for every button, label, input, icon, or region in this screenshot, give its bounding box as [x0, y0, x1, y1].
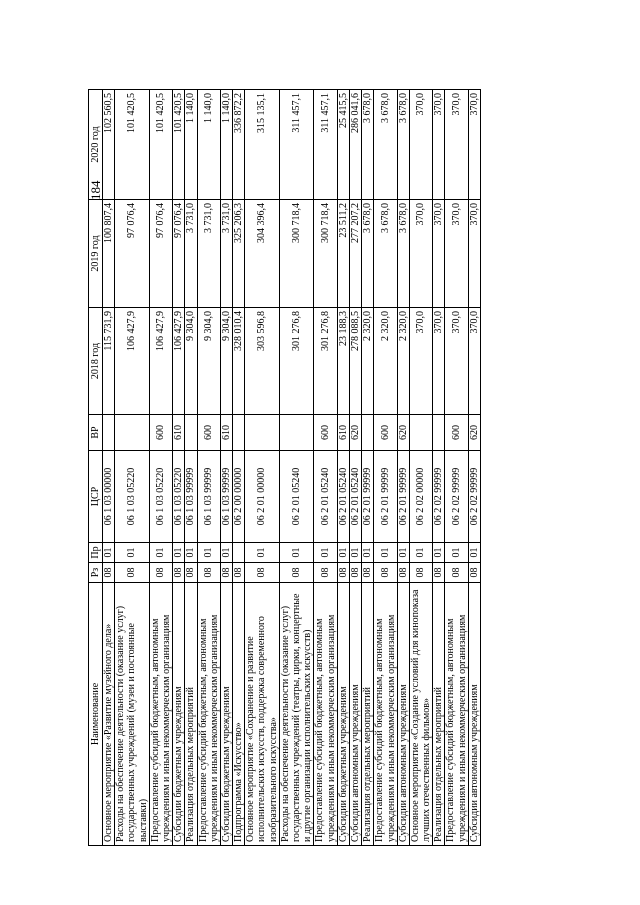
cell-rz: 08: [409, 563, 432, 583]
cell-pr: 01: [468, 543, 480, 563]
cell-y2018: 115 731,9: [103, 308, 115, 415]
table-row: [374, 90, 397, 846]
cell-y2018: 303 596,8: [245, 308, 280, 415]
cell-rz: 08: [220, 563, 232, 583]
cell-y2020: 336 872,2: [233, 90, 245, 200]
table-row: [173, 90, 185, 846]
header-2019: 2019 год: [89, 200, 103, 308]
cell-name: Основное мероприятие «Развитие музейного дела»: [103, 583, 115, 846]
cell-y2018: 370,0: [468, 308, 480, 415]
cell-y2019: 3 731,0: [197, 200, 220, 308]
cell-pr: 01: [409, 543, 432, 563]
cell-vr: 620: [349, 415, 361, 451]
cell-name: Реализация отдельных мероприятий: [433, 583, 445, 846]
cell-csr: 06 2 01 99999: [397, 451, 409, 543]
cell-name: Основное мероприятие «Сохранение и развитие исполнительских искусств, поддержка современного изобразительного искусства»: [245, 583, 280, 846]
cell-name: Реализация отдельных мероприятий: [185, 583, 197, 846]
cell-name: Предоставление субсидий бюджетным, автономным учреждениям и иным некоммерческим организациям: [149, 583, 172, 846]
header-csr: ЦСР: [89, 451, 103, 543]
cell-y2020: 370,0: [468, 90, 480, 200]
header-name: Наименование: [89, 583, 103, 846]
cell-y2020: 315 135,1: [245, 90, 280, 200]
cell-y2020: 101 420,5: [173, 90, 185, 200]
cell-pr: 01: [445, 543, 468, 563]
cell-rz: 08: [314, 563, 337, 583]
cell-y2019: 3 678,0: [397, 200, 409, 308]
cell-y2019: 97 076,4: [149, 200, 172, 308]
cell-pr: 01: [362, 543, 374, 563]
cell-y2019: 97 076,4: [173, 200, 185, 308]
cell-csr: 06 2 01 05240: [314, 451, 337, 543]
cell-y2018: 370,0: [445, 308, 468, 415]
cell-csr: 06 2 01 99999: [362, 451, 374, 543]
cell-csr: 06 2 02 99999: [433, 451, 445, 543]
cell-pr: 01: [220, 543, 232, 563]
table-row: [397, 90, 409, 846]
cell-name: Подпрограмма «Искусство»: [233, 583, 245, 846]
rotated-table-wrapper: [88, 90, 563, 846]
header-vr: ВР: [89, 415, 103, 451]
cell-csr: 06 1 03 99999: [185, 451, 197, 543]
cell-y2020: 370,0: [433, 90, 445, 200]
cell-csr: 06 2 01 05240: [349, 451, 361, 543]
cell-csr: 06 1 03 05220: [149, 451, 172, 543]
cell-y2020: 3 678,0: [374, 90, 397, 200]
cell-vr: 600: [445, 415, 468, 451]
cell-y2019: 3 731,0: [185, 200, 197, 308]
cell-y2018: 9 304,0: [185, 308, 197, 415]
cell-name: Субсидии автономным учреждениям: [349, 583, 361, 846]
cell-y2018: 106 427,9: [115, 308, 150, 415]
header-row: [89, 90, 103, 846]
cell-name: Предоставление субсидий бюджетным, автономным учреждениям и иным некоммерческим организациям: [374, 583, 397, 846]
cell-vr: 610: [173, 415, 185, 451]
cell-csr: 06 1 03 05220: [115, 451, 150, 543]
cell-rz: 08: [279, 563, 314, 583]
cell-name: Расходы на обеспечение деятельности (оказание услуг) государственных учреждений (театры, цирки, концертные и другие организации исполнительских искусств): [279, 583, 314, 846]
header-2018: 2018 год: [89, 308, 103, 415]
table-row: [314, 90, 337, 846]
cell-y2018: 370,0: [409, 308, 432, 415]
cell-y2019: 3 678,0: [374, 200, 397, 308]
cell-rz: 08: [433, 563, 445, 583]
cell-y2018: 2 320,0: [397, 308, 409, 415]
cell-vr: 600: [197, 415, 220, 451]
cell-csr: 06 2 01 05240: [337, 451, 349, 543]
cell-rz: 08: [374, 563, 397, 583]
cell-csr: 06 1 03 99999: [220, 451, 232, 543]
cell-y2018: 370,0: [433, 308, 445, 415]
cell-vr: 620: [468, 415, 480, 451]
cell-rz: 08: [173, 563, 185, 583]
cell-vr: [409, 415, 432, 451]
cell-csr: 06 2 02 00000: [409, 451, 432, 543]
cell-rz: 08: [115, 563, 150, 583]
cell-vr: 610: [337, 415, 349, 451]
cell-name: Предоставление субсидий бюджетным, автономным учреждениям и иным некоммерческим организациям: [445, 583, 468, 846]
cell-rz: 08: [149, 563, 172, 583]
cell-pr: 01: [337, 543, 349, 563]
cell-pr: 01: [374, 543, 397, 563]
cell-name: Субсидии бюджетным учреждениям: [173, 583, 185, 846]
cell-vr: [279, 415, 314, 451]
table-row: [279, 90, 314, 846]
table-row: [220, 90, 232, 846]
cell-y2019: 300 718,4: [279, 200, 314, 308]
cell-pr: 01: [245, 543, 280, 563]
cell-name: Субсидии бюджетным учреждениям: [220, 583, 232, 846]
cell-y2020: 101 420,5: [115, 90, 150, 200]
cell-vr: [362, 415, 374, 451]
cell-name: Субсидии бюджетным учреждениям: [337, 583, 349, 846]
cell-name: Расходы на обеспечение деятельности (оказание услуг) государственных учреждений (музеи и постоянные выставки): [115, 583, 150, 846]
table-row: [445, 90, 468, 846]
cell-vr: [185, 415, 197, 451]
cell-y2020: 1 140,0: [197, 90, 220, 200]
cell-y2018: 278 088,5: [349, 308, 361, 415]
cell-rz: 08: [349, 563, 361, 583]
table-row: [349, 90, 361, 846]
cell-csr: 06 2 01 99999: [374, 451, 397, 543]
table-row: [468, 90, 480, 846]
table-row: [433, 90, 445, 846]
table-row: [197, 90, 220, 846]
page-number: 184: [88, 180, 103, 200]
cell-name: Предоставление субсидий бюджетным, автономным учреждениям и иным некоммерческим организациям: [197, 583, 220, 846]
cell-y2019: 370,0: [445, 200, 468, 308]
cell-y2018: 301 276,8: [279, 308, 314, 415]
cell-y2020: 286 041,6: [349, 90, 361, 200]
cell-y2019: 97 076,4: [115, 200, 150, 308]
cell-y2020: 311 457,1: [314, 90, 337, 200]
cell-vr: [233, 415, 245, 451]
cell-y2019: 370,0: [409, 200, 432, 308]
cell-csr: 06 2 00 00000: [233, 451, 245, 543]
cell-pr: 01: [185, 543, 197, 563]
cell-y2019: 100 807,4: [103, 200, 115, 308]
cell-y2019: 3 678,0: [362, 200, 374, 308]
table-row: [245, 90, 280, 846]
cell-y2019: 277 207,2: [349, 200, 361, 308]
cell-name: Основное мероприятие «Создание условий для кинопоказа лучших отечественных фильмов»: [409, 583, 432, 846]
cell-vr: 610: [220, 415, 232, 451]
cell-y2018: 2 320,0: [362, 308, 374, 415]
table-row: [409, 90, 432, 846]
cell-y2019: 370,0: [468, 200, 480, 308]
cell-pr: 01: [279, 543, 314, 563]
cell-y2020: 370,0: [445, 90, 468, 200]
cell-vr: [433, 415, 445, 451]
cell-pr: 01: [397, 543, 409, 563]
cell-pr: 01: [197, 543, 220, 563]
cell-name: Реализация отдельных мероприятий: [362, 583, 374, 846]
cell-y2020: 102 560,5: [103, 90, 115, 200]
cell-rz: 08: [468, 563, 480, 583]
table-row: [115, 90, 150, 846]
cell-y2018: 9 304,0: [197, 308, 220, 415]
cell-y2020: 3 678,0: [362, 90, 374, 200]
cell-pr: 01: [314, 543, 337, 563]
cell-y2019: 304 396,4: [245, 200, 280, 308]
cell-y2018: 301 276,8: [314, 308, 337, 415]
cell-y2020: 3 678,0: [397, 90, 409, 200]
cell-rz: 08: [103, 563, 115, 583]
cell-y2020: 370,0: [409, 90, 432, 200]
cell-csr: 06 1 03 00000: [103, 451, 115, 543]
cell-vr: [115, 415, 150, 451]
table-row: [362, 90, 374, 846]
cell-csr: 06 1 03 99999: [197, 451, 220, 543]
cell-csr: 06 2 01 05240: [279, 451, 314, 543]
cell-vr: 600: [149, 415, 172, 451]
table-row: [233, 90, 245, 846]
cell-y2018: 106 427,9: [149, 308, 172, 415]
cell-y2019: 370,0: [433, 200, 445, 308]
cell-y2018: 106 427,9: [173, 308, 185, 415]
cell-pr: 01: [149, 543, 172, 563]
cell-rz: 08: [397, 563, 409, 583]
table-row: [103, 90, 115, 846]
cell-y2020: 311 457,1: [279, 90, 314, 200]
cell-csr: 06 2 01 00000: [245, 451, 280, 543]
cell-y2020: 1 140,0: [185, 90, 197, 200]
table-row: [185, 90, 197, 846]
header-2020: 2020 год: [89, 90, 103, 200]
cell-pr: [233, 543, 245, 563]
cell-y2019: 300 718,4: [314, 200, 337, 308]
cell-y2019: 325 206,3: [233, 200, 245, 308]
header-rz: Рз: [89, 563, 103, 583]
cell-vr: 620: [397, 415, 409, 451]
table-body: [103, 90, 481, 846]
cell-rz: 08: [233, 563, 245, 583]
cell-y2018: 23 188,3: [337, 308, 349, 415]
cell-vr: [103, 415, 115, 451]
cell-rz: 08: [445, 563, 468, 583]
cell-pr: 01: [115, 543, 150, 563]
table-row: [149, 90, 172, 846]
cell-rz: 08: [362, 563, 374, 583]
cell-vr: [245, 415, 280, 451]
cell-y2018: 9 304,0: [220, 308, 232, 415]
cell-rz: 08: [185, 563, 197, 583]
cell-csr: 06 1 03 05220: [173, 451, 185, 543]
cell-y2019: 3 731,0: [220, 200, 232, 308]
cell-pr: 01: [173, 543, 185, 563]
cell-rz: 08: [337, 563, 349, 583]
cell-name: Субсидии автономным учреждениям: [397, 583, 409, 846]
cell-csr: 06 2 02 99999: [468, 451, 480, 543]
cell-rz: 08: [197, 563, 220, 583]
cell-csr: 06 2 02 99999: [445, 451, 468, 543]
budget-table: [88, 89, 481, 846]
cell-y2019: 23 511,2: [337, 200, 349, 308]
cell-name: Субсидии автономным учреждениям: [468, 583, 480, 846]
cell-pr: 01: [103, 543, 115, 563]
cell-pr: 01: [349, 543, 361, 563]
cell-rz: 08: [245, 563, 280, 583]
cell-y2020: 101 420,5: [149, 90, 172, 200]
header-pr: Пр: [89, 543, 103, 563]
cell-pr: 01: [433, 543, 445, 563]
cell-vr: 600: [314, 415, 337, 451]
cell-name: Предоставление субсидий бюджетным, автономным учреждениям и иным некоммерческим организациям: [314, 583, 337, 846]
table-row: [337, 90, 349, 846]
cell-y2018: 328 010,4: [233, 308, 245, 415]
cell-y2020: 1 140,0: [220, 90, 232, 200]
cell-y2020: 25 415,5: [337, 90, 349, 200]
cell-vr: 600: [374, 415, 397, 451]
cell-y2018: 2 320,0: [374, 308, 397, 415]
